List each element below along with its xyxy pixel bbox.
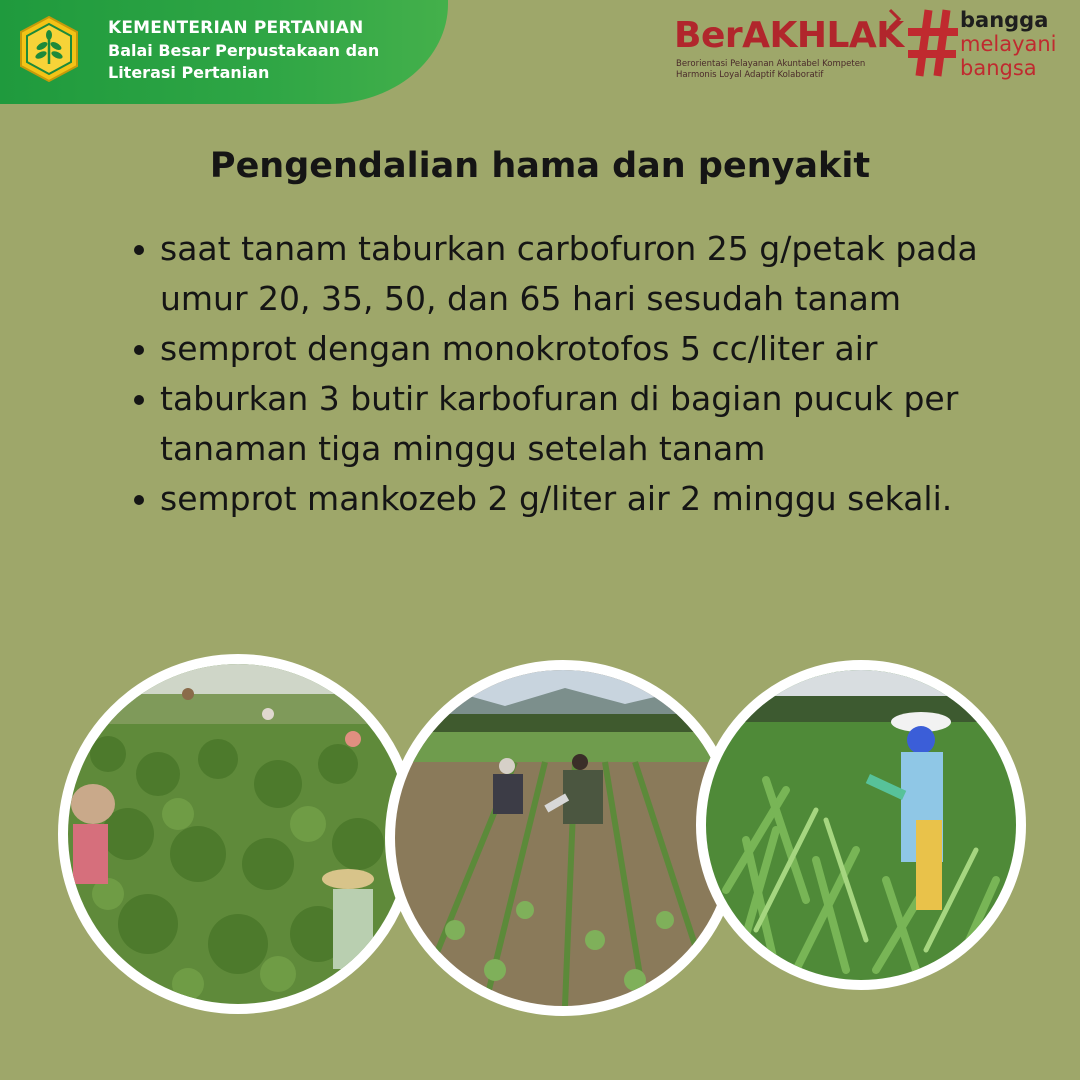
header-banner <box>0 0 448 104</box>
berakhlak-wordmark: BerAKHLAK <box>674 15 904 56</box>
photo-farmers-weeding <box>58 654 418 1014</box>
photo-farmers-in-field <box>385 660 741 1016</box>
org-line-unit: Literasi Pertanian <box>108 63 270 82</box>
org-line-agency: Balai Besar Perpustakaan dan <box>108 41 380 60</box>
instruction-list <box>126 224 1006 524</box>
bangga-melayani-bangsa-logo <box>908 8 1078 80</box>
org-line-ministry: KEMENTERIAN PERTANIAN <box>108 18 364 38</box>
bangsa-word: bangsa <box>960 56 1037 80</box>
berakhlak-tagline-line1: Berorientasi Pelayanan Akuntabel Kompeten <box>676 59 866 69</box>
hashtag-icon <box>908 8 958 78</box>
melayani-word: melayani <box>960 32 1057 56</box>
list-item: taburkan 3 butir karbofuran di bagian pucuk per tanaman tiga minggu setelah tanam <box>126 374 1006 474</box>
bangga-word: bangga <box>960 8 1049 32</box>
ministry-logo <box>16 16 82 82</box>
berakhlak-tagline-line2: Harmonis Loyal Adaptif Kolaboratif <box>676 70 824 80</box>
berakhlak-tagline <box>676 59 865 81</box>
list-item: semprot dengan monokrotofos 5 cc/liter air <box>126 324 1006 374</box>
bangga-words <box>960 8 1057 80</box>
photo-spraying-palm-seedlings <box>696 660 1026 990</box>
list-item: semprot mankozeb 2 g/liter air 2 minggu sekali. <box>126 474 1006 524</box>
organization-name <box>108 18 379 82</box>
list-item: saat tanam taburkan carbofuron 25 g/petak pada umur 20, 35, 50, dan 65 hari sesudah tanam <box>126 224 1006 324</box>
berakhlak-logo <box>672 14 902 84</box>
page-title: Pengendalian hama dan penyakit <box>209 146 871 186</box>
chevron-accent-icon <box>887 8 903 30</box>
